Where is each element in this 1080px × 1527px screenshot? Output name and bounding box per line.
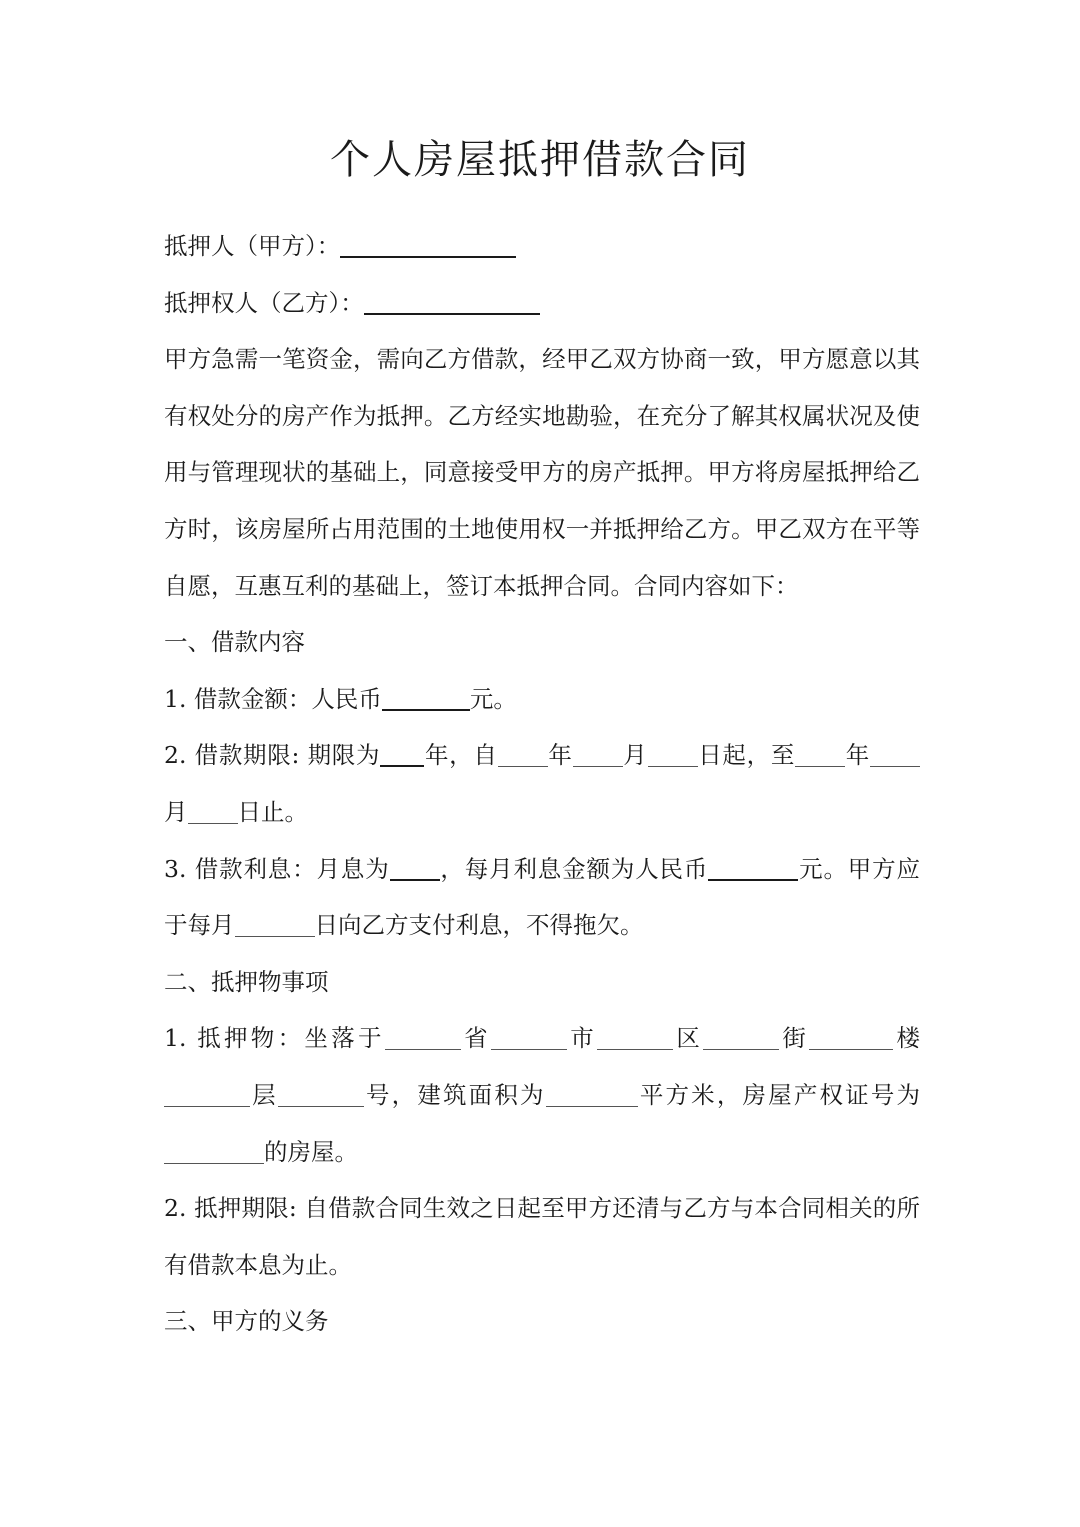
start-year-blank[interactable] (498, 738, 548, 767)
term-text-3: 月 (622, 741, 648, 770)
term-text-1: 年，自 (424, 741, 498, 770)
intro-paragraph: 甲方急需一笔资金，需向乙方借款，经甲乙双方协商一致，甲方愿意以其有权处分的房产作为抵押。乙方经实地勘验，在充分了解其权属状况及使用与管理现状的基础上，同意接受甲方的房产抵押。甲方将房屋抵押给乙方时，该房屋所占用范围的土地使用权一并抵押给乙方。甲乙双方在平等自愿，互惠互利的基础上，签订本抵押合同。合同内容如下： (164, 345, 920, 600)
city-blank[interactable] (491, 1021, 567, 1050)
term-text-6: 月 (164, 797, 188, 826)
area-blank[interactable] (546, 1078, 638, 1107)
loan-term-label: 2. 借款期限: 期限为 (164, 741, 381, 770)
street-blank[interactable] (703, 1021, 779, 1050)
province-blank[interactable] (385, 1021, 461, 1050)
collateral-text-2: 市 (566, 1024, 598, 1053)
interest-text-4: 日向乙方支付利息，不得拖欠。 (314, 911, 644, 940)
term-text-2: 年 (547, 741, 573, 770)
interest-text-3: 应于每月 (164, 854, 920, 940)
interest-amount-blank[interactable] (708, 849, 798, 881)
term-text-7: 日止。 (237, 797, 308, 826)
party-b-blank[interactable] (364, 283, 540, 315)
interest-text-1: ，每月利息金额为人民币 (439, 854, 709, 883)
building-blank[interactable] (809, 1021, 893, 1050)
party-a-blank[interactable] (340, 226, 516, 258)
section1-heading: 一、借款内容 (164, 628, 305, 657)
interest-text-2: 元。甲方 (798, 854, 897, 883)
collateral-text-4: 街 (779, 1024, 810, 1053)
loan-term-paragraph (164, 727, 920, 840)
party-a-label: 抵押人（甲方）： (164, 232, 341, 260)
section3-heading: 三、甲方的义务 (164, 1307, 329, 1336)
collateral-text-6: 层 (250, 1080, 278, 1109)
collateral-text-9: 的房屋。 (264, 1137, 358, 1166)
party-b-line (164, 275, 920, 332)
end-month-blank[interactable] (870, 738, 920, 767)
loan-interest-paragraph (164, 841, 920, 954)
number-blank[interactable] (278, 1078, 364, 1107)
collateral-text-3: 区 (673, 1024, 704, 1053)
start-month-blank[interactable] (573, 738, 623, 767)
monthly-rate-blank[interactable] (390, 849, 440, 881)
document-title: 个人房屋抵押借款合同 (330, 137, 750, 183)
end-day-blank[interactable] (188, 795, 238, 824)
section2-heading: 二、抵押物事项 (164, 967, 329, 996)
end-year-blank[interactable] (795, 738, 845, 767)
loan-amount-label: 1. 借款金额：人民币 (164, 684, 382, 713)
pay-day-blank[interactable] (235, 908, 315, 937)
certificate-blank[interactable] (164, 1135, 264, 1164)
district-blank[interactable] (597, 1021, 673, 1050)
loan-amount-line (164, 671, 920, 728)
collateral-text-5: 楼 (893, 1024, 921, 1053)
party-b-label: 抵押权人（乙方）： (164, 288, 364, 317)
document-body (164, 218, 920, 1350)
term-text-4: 日起，至 (697, 741, 796, 770)
collateral-text-8: 平方米，房屋产权证号为 (637, 1080, 921, 1109)
interest-label: 3. 借款利息：月息为 (164, 854, 390, 883)
loan-amount-blank[interactable] (382, 679, 470, 711)
mortgage-term-paragraph: 2. 抵押期限: 自借款合同生效之日起至甲方还清与乙方与本合同相关的所有借款本息为止。 (164, 1194, 920, 1279)
party-a-line (164, 218, 920, 275)
collateral-paragraph (164, 1010, 920, 1180)
collateral-text-1: 省 (460, 1024, 491, 1053)
collateral-label: 1. 抵押物：坐落于 (164, 1024, 385, 1053)
start-day-blank[interactable] (648, 738, 698, 767)
term-text-5: 年 (845, 741, 871, 770)
loan-amount-suffix: 元。 (469, 684, 517, 713)
collateral-text-7: 号，建筑面积为 (363, 1080, 546, 1109)
floor-blank[interactable] (164, 1078, 250, 1107)
term-years-blank[interactable] (380, 735, 424, 767)
